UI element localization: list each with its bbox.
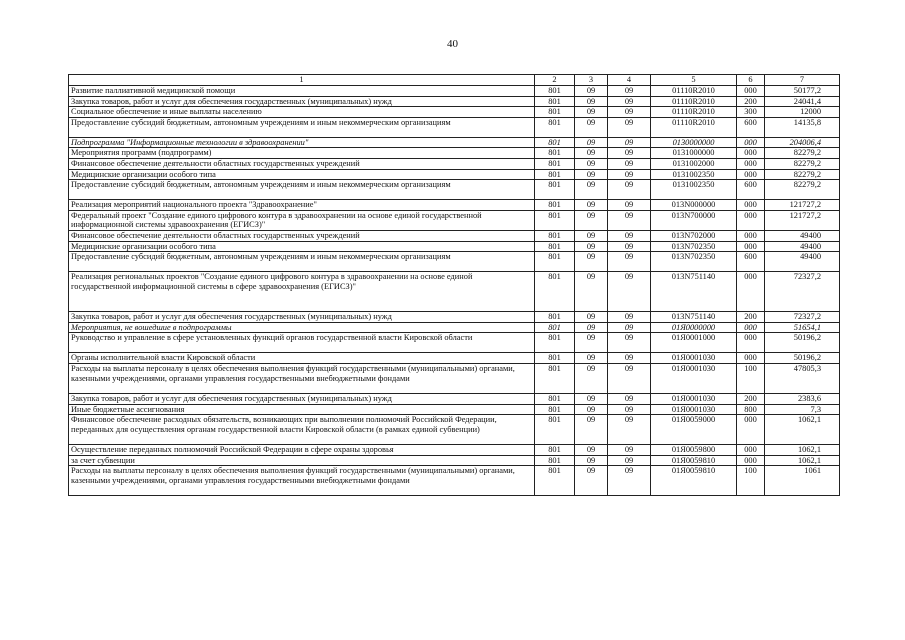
row-name-cell: Закупка товаров, работ и услуг для обеспечения государственных (муниципальных) нужд [69, 312, 535, 323]
expense-type-cell: 100 [737, 466, 765, 496]
subsection-code-cell: 09 [608, 272, 651, 312]
expense-type-cell: 000 [737, 272, 765, 312]
table-row [69, 137, 840, 148]
target-item-cell: 0130000000 [651, 137, 737, 148]
expense-type-cell: 000 [737, 230, 765, 241]
target-item-cell: 01Я0059800 [651, 445, 737, 456]
row-name-cell: Развитие паллиативной медицинской помощи [69, 86, 535, 97]
column-header: 5 [651, 75, 737, 86]
subsection-code-cell: 09 [608, 363, 651, 393]
table-row [69, 230, 840, 241]
subsection-code-cell: 09 [608, 241, 651, 252]
row-name-cell: Расходы на выплаты персоналу в целях обеспечения выполнения функций государственными (муниципальными) органами, казенными учреждениями, органами управления государственными внебюджетными фондами [69, 466, 535, 496]
ministry-code-cell: 801 [535, 322, 575, 333]
ministry-code-cell: 801 [535, 210, 575, 230]
table-row [69, 86, 840, 97]
subsection-code-cell: 09 [608, 200, 651, 211]
section-code-cell: 09 [575, 230, 608, 241]
subsection-code-cell: 09 [608, 252, 651, 272]
amount-cell: 49400 [765, 241, 840, 252]
amount-cell: 7,3 [765, 404, 840, 415]
expense-type-cell: 000 [737, 210, 765, 230]
target-item-cell: 013N702350 [651, 252, 737, 272]
section-code-cell: 09 [575, 169, 608, 180]
amount-cell: 12000 [765, 107, 840, 118]
expense-type-cell: 000 [737, 353, 765, 364]
target-item-cell: 013N702350 [651, 241, 737, 252]
row-name-cell: Предоставление субсидий бюджетным, автономным учреждениям и иным некоммерческим организациям [69, 117, 535, 137]
ministry-code-cell: 801 [535, 117, 575, 137]
amount-cell: 1061 [765, 466, 840, 496]
page-number: 40 [447, 38, 458, 50]
expense-type-cell: 000 [737, 445, 765, 456]
row-name-cell: Закупка товаров, работ и услуг для обеспечения государственных (муниципальных) нужд [69, 393, 535, 404]
ministry-code-cell: 801 [535, 333, 575, 353]
section-code-cell: 09 [575, 180, 608, 200]
section-code-cell: 09 [575, 252, 608, 272]
amount-cell: 50177,2 [765, 86, 840, 97]
subsection-code-cell: 09 [608, 107, 651, 118]
amount-cell: 82279,2 [765, 180, 840, 200]
subsection-code-cell: 09 [608, 117, 651, 137]
table-row [69, 466, 840, 496]
budget-table [68, 74, 840, 496]
ministry-code-cell: 801 [535, 148, 575, 159]
ministry-code-cell: 801 [535, 455, 575, 466]
ministry-code-cell: 801 [535, 230, 575, 241]
subsection-code-cell: 09 [608, 158, 651, 169]
expense-type-cell: 000 [737, 333, 765, 353]
column-header: 1 [69, 75, 535, 86]
subsection-code-cell: 09 [608, 333, 651, 353]
table-row [69, 455, 840, 466]
subsection-code-cell: 09 [608, 415, 651, 445]
table-row [69, 200, 840, 211]
expense-type-cell: 000 [737, 137, 765, 148]
amount-cell: 72327,2 [765, 272, 840, 312]
table-row [69, 169, 840, 180]
section-code-cell: 09 [575, 158, 608, 169]
target-item-cell: 01110R2010 [651, 96, 737, 107]
row-name-cell: Иные бюджетные ассигнования [69, 404, 535, 415]
section-code-cell: 09 [575, 466, 608, 496]
expense-type-cell: 600 [737, 117, 765, 137]
column-header: 4 [608, 75, 651, 86]
row-name-cell: Расходы на выплаты персоналу в целях обеспечения выполнения функций государственными (муниципальными) органами, казенными учреждениями, органами управления государственными внебюджетными фондами [69, 363, 535, 393]
section-code-cell: 09 [575, 86, 608, 97]
row-name-cell: Руководство и управление в сфере установленных функций органов государственной власти Кировской области [69, 333, 535, 353]
expense-type-cell: 200 [737, 312, 765, 323]
expense-type-cell: 000 [737, 415, 765, 445]
amount-cell: 82279,2 [765, 169, 840, 180]
row-name-cell: Мероприятия, не вошедшие в подпрограммы [69, 322, 535, 333]
subsection-code-cell: 09 [608, 137, 651, 148]
target-item-cell: 013N751140 [651, 312, 737, 323]
ministry-code-cell: 801 [535, 466, 575, 496]
amount-cell: 121727,2 [765, 210, 840, 230]
row-name-cell: Предоставление субсидий бюджетным, автономным учреждениям и иным некоммерческим организациям [69, 180, 535, 200]
ministry-code-cell: 801 [535, 312, 575, 323]
ministry-code-cell: 801 [535, 272, 575, 312]
row-name-cell: Предоставление субсидий бюджетным, автономным учреждениям и иным некоммерческим организациям [69, 252, 535, 272]
target-item-cell: 0131002350 [651, 169, 737, 180]
expense-type-cell: 600 [737, 252, 765, 272]
table-row [69, 445, 840, 456]
ministry-code-cell: 801 [535, 415, 575, 445]
ministry-code-cell: 801 [535, 158, 575, 169]
expense-type-cell: 000 [737, 148, 765, 159]
row-name-cell: Подпрограмма "Информационные технологии в здравоохранении" [69, 137, 535, 148]
row-name-cell: Мероприятия программ (подпрограмм) [69, 148, 535, 159]
amount-cell: 50196,2 [765, 353, 840, 364]
ministry-code-cell: 801 [535, 404, 575, 415]
amount-cell: 1062,1 [765, 445, 840, 456]
section-code-cell: 09 [575, 148, 608, 159]
section-code-cell: 09 [575, 241, 608, 252]
row-name-cell: Закупка товаров, работ и услуг для обеспечения государственных (муниципальных) нужд [69, 96, 535, 107]
target-item-cell: 013N751140 [651, 272, 737, 312]
subsection-code-cell: 09 [608, 230, 651, 241]
target-item-cell: 01110R2010 [651, 117, 737, 137]
expense-type-cell: 000 [737, 169, 765, 180]
row-name-cell: Медицинские организации особого типа [69, 241, 535, 252]
row-name-cell: Федеральный проект "Создание единого цифрового контура в здравоохранении на основе единой государственной информационной системы здравоохранения (ЕГИСЗ)" [69, 210, 535, 230]
amount-cell: 47805,3 [765, 363, 840, 393]
section-code-cell: 09 [575, 272, 608, 312]
subsection-code-cell: 09 [608, 169, 651, 180]
subsection-code-cell: 09 [608, 466, 651, 496]
section-code-cell: 09 [575, 445, 608, 456]
ministry-code-cell: 801 [535, 86, 575, 97]
target-item-cell: 01Я0059810 [651, 466, 737, 496]
expense-type-cell: 100 [737, 363, 765, 393]
section-code-cell: 09 [575, 137, 608, 148]
subsection-code-cell: 09 [608, 455, 651, 466]
table-row [69, 117, 840, 137]
target-item-cell: 013N702000 [651, 230, 737, 241]
ministry-code-cell: 801 [535, 445, 575, 456]
ministry-code-cell: 801 [535, 353, 575, 364]
row-name-cell: Реализация региональных проектов "Создание единого цифрового контура в здравоохранении на основе единой государственной информационной системы в сфере здравоохранения (ЕГИСЗ)" [69, 272, 535, 312]
amount-cell: 121727,2 [765, 200, 840, 211]
row-name-cell: Реализация мероприятий национального проекта "Здравоохранение" [69, 200, 535, 211]
expense-type-cell: 200 [737, 96, 765, 107]
ministry-code-cell: 801 [535, 200, 575, 211]
expense-type-cell: 000 [737, 241, 765, 252]
column-header: 3 [575, 75, 608, 86]
ministry-code-cell: 801 [535, 180, 575, 200]
table-row [69, 107, 840, 118]
section-code-cell: 09 [575, 455, 608, 466]
subsection-code-cell: 09 [608, 404, 651, 415]
target-item-cell: 01Я0001030 [651, 404, 737, 415]
target-item-cell: 01110R2010 [651, 107, 737, 118]
expense-type-cell: 600 [737, 180, 765, 200]
table-row [69, 158, 840, 169]
section-code-cell: 09 [575, 415, 608, 445]
section-code-cell: 09 [575, 393, 608, 404]
target-item-cell: 01Я0001000 [651, 333, 737, 353]
subsection-code-cell: 09 [608, 445, 651, 456]
ministry-code-cell: 801 [535, 96, 575, 107]
table-row [69, 148, 840, 159]
target-item-cell: 0131000000 [651, 148, 737, 159]
table-row [69, 415, 840, 445]
ministry-code-cell: 801 [535, 252, 575, 272]
target-item-cell: 01Я0001030 [651, 393, 737, 404]
section-code-cell: 09 [575, 363, 608, 393]
subsection-code-cell: 09 [608, 148, 651, 159]
ministry-code-cell: 801 [535, 107, 575, 118]
table-body [69, 86, 840, 496]
subsection-code-cell: 09 [608, 322, 651, 333]
row-name-cell: Осуществление переданных полномочий Российской Федерации в сфере охраны здоровья [69, 445, 535, 456]
section-code-cell: 09 [575, 404, 608, 415]
amount-cell: 49400 [765, 230, 840, 241]
target-item-cell: 01Я0059810 [651, 455, 737, 466]
subsection-code-cell: 09 [608, 393, 651, 404]
subsection-code-cell: 09 [608, 86, 651, 97]
amount-cell: 49400 [765, 252, 840, 272]
column-header: 7 [765, 75, 840, 86]
section-code-cell: 09 [575, 333, 608, 353]
expense-type-cell: 000 [737, 455, 765, 466]
table-row [69, 272, 840, 312]
expense-type-cell: 000 [737, 158, 765, 169]
amount-cell: 14135,8 [765, 117, 840, 137]
amount-cell: 1062,1 [765, 455, 840, 466]
subsection-code-cell: 09 [608, 180, 651, 200]
target-item-cell: 013N700000 [651, 210, 737, 230]
subsection-code-cell: 09 [608, 96, 651, 107]
section-code-cell: 09 [575, 312, 608, 323]
subsection-code-cell: 09 [608, 210, 651, 230]
section-code-cell: 09 [575, 107, 608, 118]
target-item-cell: 013N000000 [651, 200, 737, 211]
table-row [69, 353, 840, 364]
amount-cell: 50196,2 [765, 333, 840, 353]
row-name-cell: Органы исполнительной власти Кировской области [69, 353, 535, 364]
table-row [69, 252, 840, 272]
expense-type-cell: 000 [737, 86, 765, 97]
expense-type-cell: 000 [737, 322, 765, 333]
ministry-code-cell: 801 [535, 169, 575, 180]
expense-type-cell: 300 [737, 107, 765, 118]
table-row [69, 322, 840, 333]
table-row [69, 333, 840, 353]
section-code-cell: 09 [575, 322, 608, 333]
ministry-code-cell: 801 [535, 137, 575, 148]
target-item-cell: 01Я0000000 [651, 322, 737, 333]
row-name-cell: Финансовое обеспечение деятельности областных государственных учреждений [69, 230, 535, 241]
section-code-cell: 09 [575, 117, 608, 137]
target-item-cell: 01Я0059000 [651, 415, 737, 445]
ministry-code-cell: 801 [535, 393, 575, 404]
amount-cell: 72327,2 [765, 312, 840, 323]
subsection-code-cell: 09 [608, 353, 651, 364]
table-row [69, 241, 840, 252]
ministry-code-cell: 801 [535, 241, 575, 252]
row-name-cell: Медицинские организации особого типа [69, 169, 535, 180]
section-code-cell: 09 [575, 200, 608, 211]
row-name-cell: Финансовое обеспечение расходных обязательств, возникающих при выполнении полномочий Российской Федерации, переданных для осуществления органам государственной власти Кировской области (в рамках единой субвенции) [69, 415, 535, 445]
amount-cell: 204006,4 [765, 137, 840, 148]
target-item-cell: 01Я0001030 [651, 353, 737, 364]
amount-cell: 82279,2 [765, 148, 840, 159]
expense-type-cell: 000 [737, 200, 765, 211]
amount-cell: 24041,4 [765, 96, 840, 107]
row-name-cell: за счет субвенции [69, 455, 535, 466]
target-item-cell: 0131002350 [651, 180, 737, 200]
table-row [69, 404, 840, 415]
column-number-row [69, 75, 840, 86]
table-row [69, 312, 840, 323]
table-row [69, 393, 840, 404]
ministry-code-cell: 801 [535, 363, 575, 393]
amount-cell: 82279,2 [765, 158, 840, 169]
row-name-cell: Социальное обеспечение и иные выплаты населению [69, 107, 535, 118]
column-header: 6 [737, 75, 765, 86]
amount-cell: 2383,6 [765, 393, 840, 404]
table-row [69, 210, 840, 230]
amount-cell: 51654,1 [765, 322, 840, 333]
expense-type-cell: 800 [737, 404, 765, 415]
target-item-cell: 01Я0001030 [651, 363, 737, 393]
section-code-cell: 09 [575, 210, 608, 230]
amount-cell: 1062,1 [765, 415, 840, 445]
subsection-code-cell: 09 [608, 312, 651, 323]
row-name-cell: Финансовое обеспечение деятельности областных государственных учреждений [69, 158, 535, 169]
section-code-cell: 09 [575, 353, 608, 364]
table-row [69, 180, 840, 200]
target-item-cell: 0131002000 [651, 158, 737, 169]
table-row [69, 96, 840, 107]
column-header: 2 [535, 75, 575, 86]
table-row [69, 363, 840, 393]
expense-type-cell: 200 [737, 393, 765, 404]
target-item-cell: 01110R2010 [651, 86, 737, 97]
section-code-cell: 09 [575, 96, 608, 107]
